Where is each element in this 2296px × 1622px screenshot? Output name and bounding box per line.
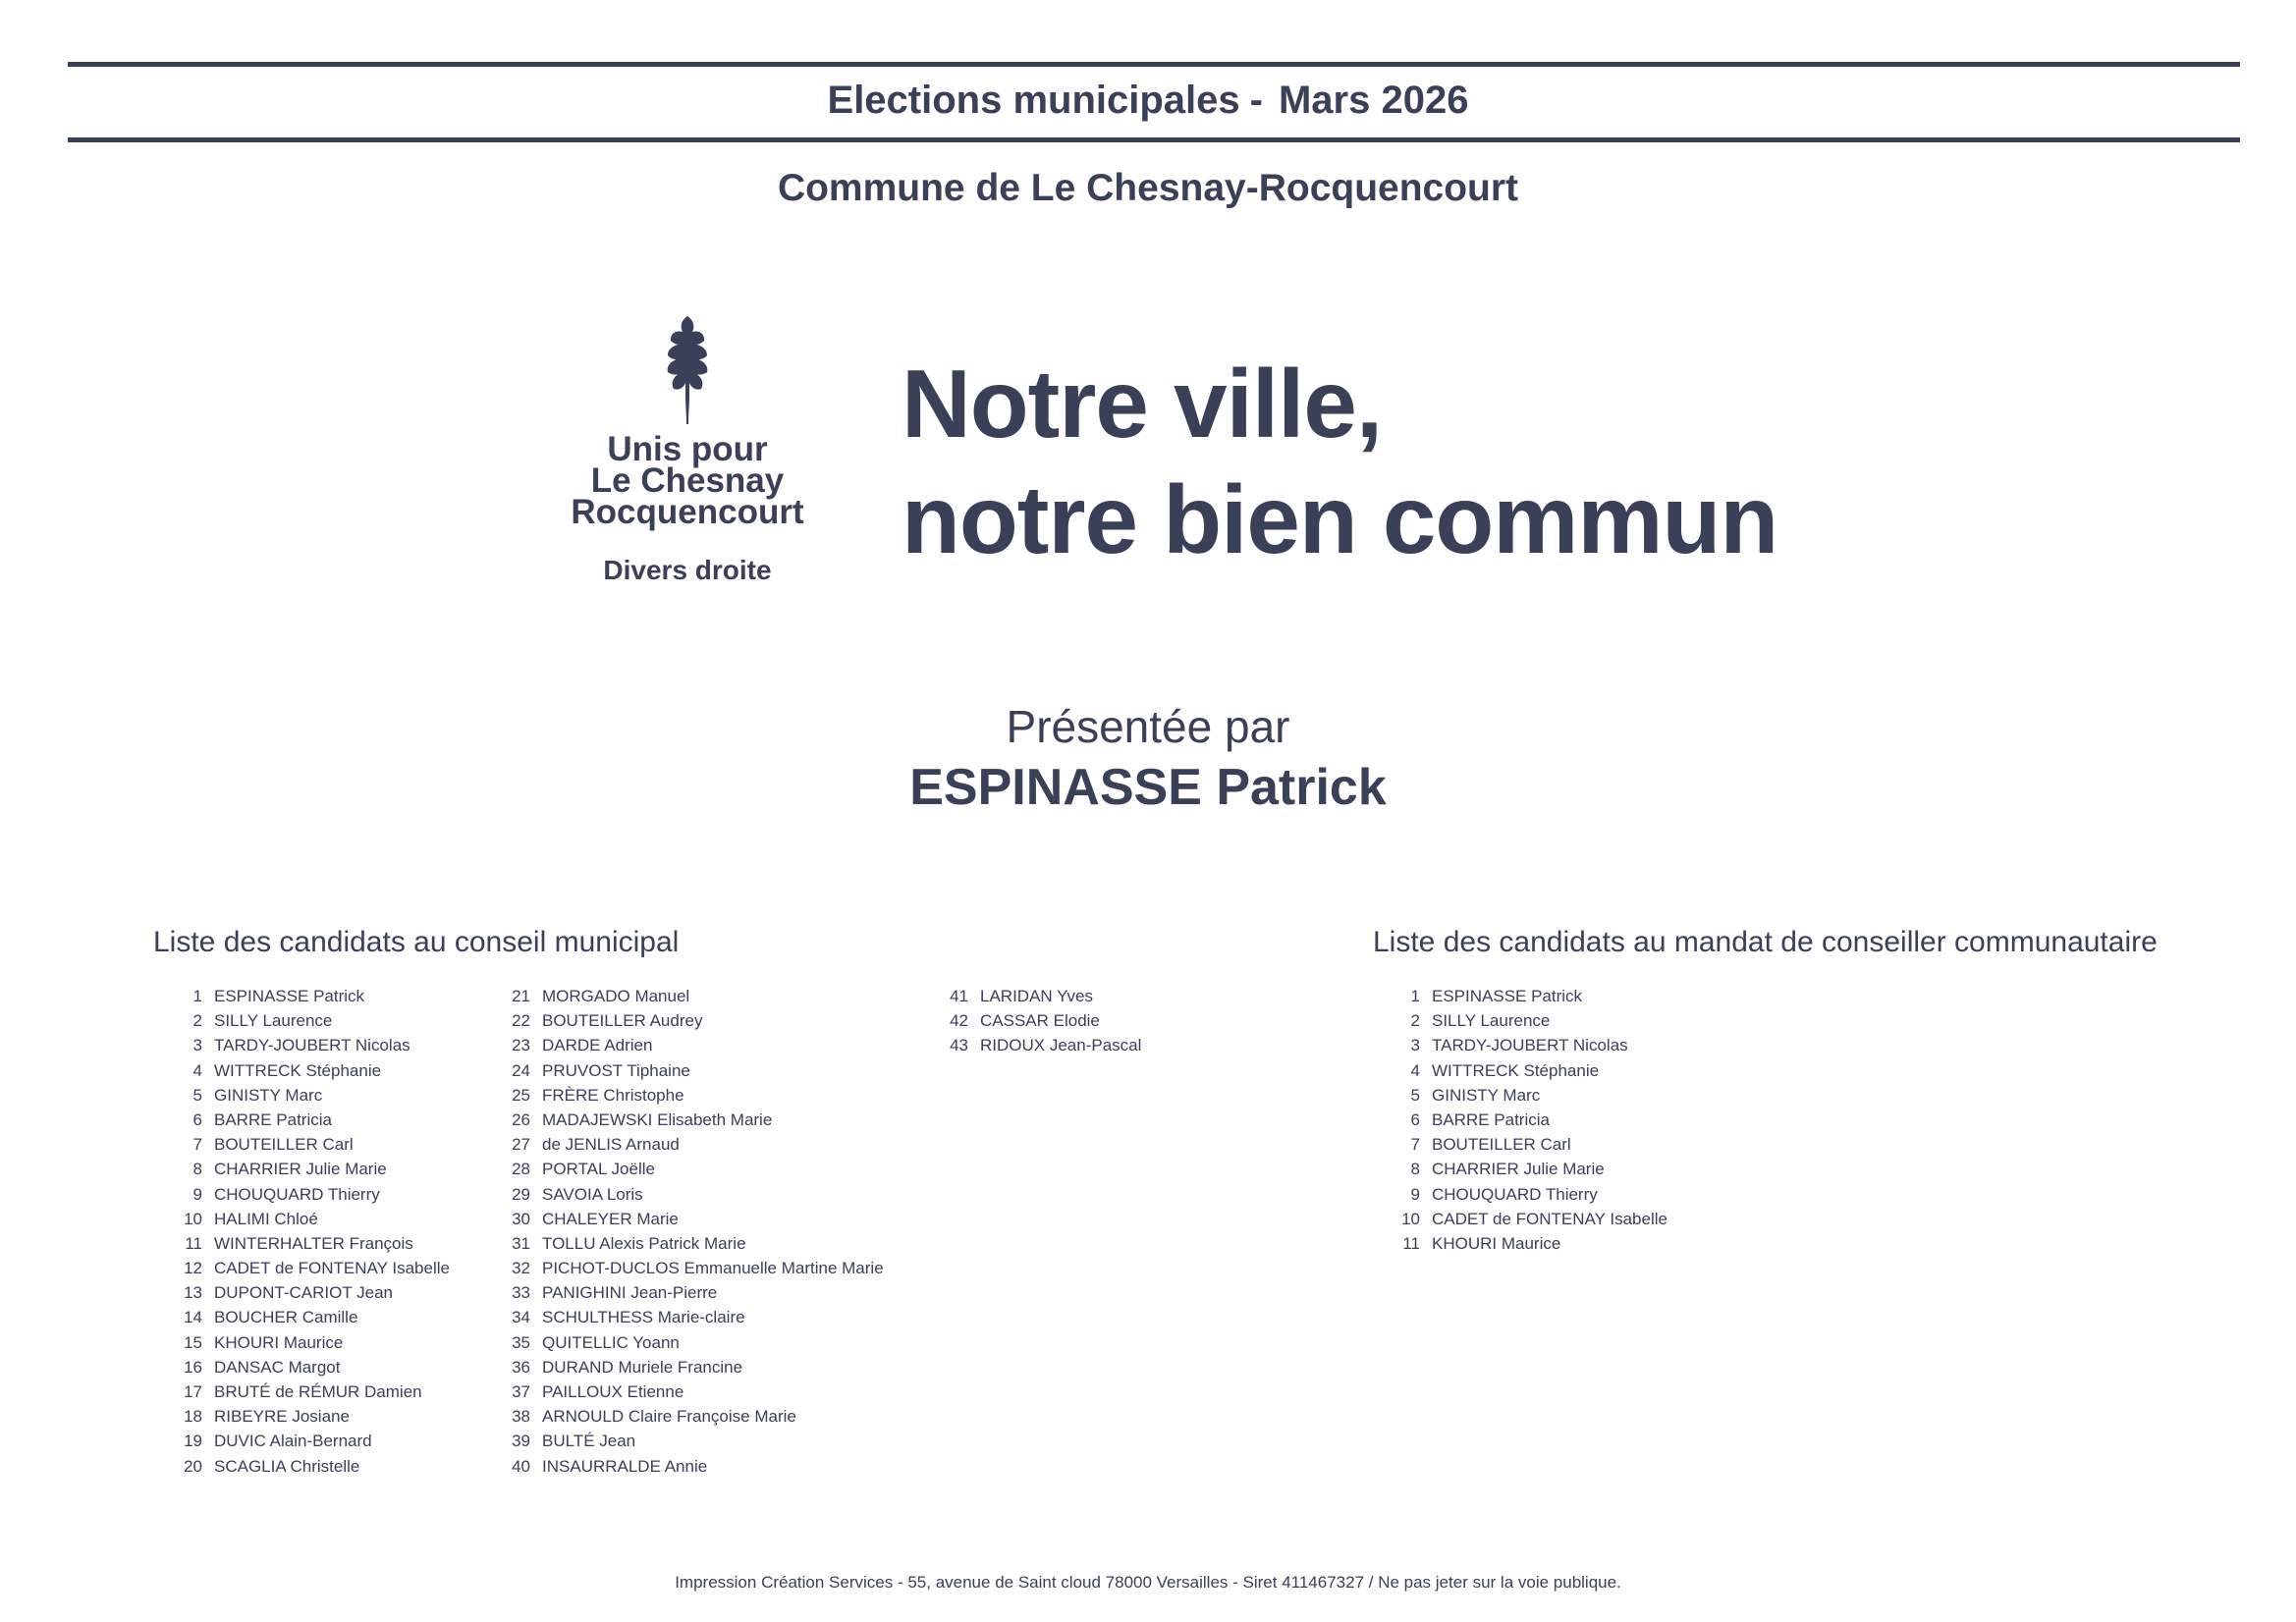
candidate-number: 30 — [512, 1209, 530, 1228]
slogan-line: notre bien commun — [902, 465, 1778, 573]
candidate-number: 16 — [184, 1357, 202, 1377]
candidate-name: BOUTEILLER Audrey — [542, 1011, 703, 1031]
candidate-row — [479, 1280, 884, 1305]
candidate-number: 1 — [1410, 987, 1420, 1005]
candidate-row — [151, 1157, 450, 1181]
candidate-row — [479, 1132, 884, 1157]
candidate-number: 12 — [184, 1259, 202, 1278]
candidate-name: BRUTÉ de RÉMUR Damien — [214, 1382, 422, 1401]
candidate-row — [479, 1355, 884, 1379]
candidate-number: 40 — [512, 1456, 530, 1476]
candidate-name: PORTAL Joëlle — [542, 1160, 655, 1179]
candidate-number: 28 — [512, 1160, 530, 1179]
candidate-number: 10 — [1401, 1209, 1420, 1228]
municipal-list-column-3 — [917, 984, 1141, 1058]
election-title-part2: Mars 2026 — [1278, 79, 1469, 122]
candidate-name: PAILLOUX Etienne — [542, 1382, 684, 1401]
candidate-row — [151, 984, 450, 1008]
candidate-number: 17 — [184, 1382, 202, 1401]
candidate-number: 2 — [1410, 1011, 1420, 1031]
candidate-number: 25 — [512, 1085, 530, 1105]
candidate-number: 10 — [184, 1209, 202, 1228]
candidate-number: 20 — [184, 1456, 202, 1476]
candidate-number: 39 — [512, 1432, 530, 1451]
candidate-number: 37 — [512, 1382, 530, 1401]
candidate-name: TARDY-JOUBERT Nicolas — [214, 1036, 410, 1055]
candidate-number: 29 — [512, 1184, 530, 1204]
candidate-name: ESPINASSE Patrick — [214, 987, 365, 1005]
election-title — [0, 75, 2296, 126]
candidate-row — [917, 1008, 1141, 1033]
candidate-row — [151, 1083, 450, 1108]
candidate-name: KHOURI Maurice — [214, 1332, 344, 1352]
candidate-name: MADAJEWSKI Elisabeth Marie — [542, 1109, 773, 1129]
party-name — [550, 430, 825, 531]
commune-name: Commune de Le Chesnay-Rocquencourt — [777, 167, 1519, 209]
candidate-row — [1369, 1083, 1667, 1108]
candidate-name: BARRE Patricia — [214, 1109, 332, 1129]
candidate-row — [151, 1132, 450, 1157]
party-affiliation: Divers droite — [603, 555, 772, 585]
candidate-row — [151, 1404, 450, 1429]
candidate-row — [151, 1256, 450, 1280]
candidate-row — [479, 1330, 884, 1355]
candidate-name: DARDE Adrien — [542, 1036, 653, 1055]
municipal-list-column-1 — [151, 984, 450, 1479]
candidate-number: 9 — [1410, 1184, 1420, 1204]
candidate-number: 38 — [512, 1407, 530, 1427]
candidate-name: GINISTY Marc — [214, 1085, 323, 1105]
candidate-name: SILLY Laurence — [1432, 1011, 1551, 1031]
candidate-number: 41 — [950, 987, 968, 1005]
candidate-row — [1369, 1108, 1667, 1132]
candidate-row — [151, 1207, 450, 1231]
candidate-name: HALIMI Chloé — [214, 1209, 318, 1228]
candidate-number: 27 — [512, 1135, 530, 1155]
candidate-name: CHARRIER Julie Marie — [1432, 1160, 1605, 1179]
candidate-row — [479, 1429, 884, 1453]
candidate-name: KHOURI Maurice — [1432, 1233, 1561, 1253]
candidate-number: 8 — [192, 1160, 202, 1179]
candidate-row — [479, 1157, 884, 1181]
candidate-number: 35 — [512, 1332, 530, 1352]
candidate-name: TOLLU Alexis Patrick Marie — [542, 1233, 746, 1253]
candidate-row — [151, 1355, 450, 1379]
candidate-row — [917, 984, 1141, 1008]
candidate-number: 5 — [192, 1085, 202, 1105]
candidate-row — [1369, 1207, 1667, 1231]
printer-footer: Impression Création Services - 55, avenue de Saint cloud 78000 Versailles - Siret 411467327 / Ne pas jeter sur la voie publique. — [675, 1573, 1621, 1592]
candidate-name: CADET de FONTENAY Isabelle — [214, 1259, 450, 1278]
oak-leaf-icon — [646, 314, 729, 430]
candidate-number: 11 — [185, 1233, 202, 1253]
candidate-row — [479, 1108, 884, 1132]
candidate-name: DURAND Muriele Francine — [542, 1357, 743, 1377]
candidate-row — [151, 1305, 450, 1329]
candidate-number: 24 — [512, 1060, 530, 1080]
candidate-row — [917, 1033, 1141, 1057]
candidate-name: LARIDAN Yves — [980, 987, 1093, 1005]
candidate-number: 34 — [512, 1308, 530, 1327]
candidate-row — [479, 1033, 884, 1057]
candidate-name: SCHULTHESS Marie-claire — [542, 1308, 745, 1327]
candidate-name: QUITELLIC Yoann — [542, 1332, 680, 1352]
candidate-number: 31 — [512, 1233, 530, 1253]
candidate-name: MORGADO Manuel — [542, 987, 690, 1005]
candidate-name: CADET de FONTENAY Isabelle — [1432, 1209, 1667, 1228]
candidate-row — [479, 1207, 884, 1231]
candidate-number: 22 — [512, 1011, 530, 1031]
candidate-row — [151, 1108, 450, 1132]
election-title-separator: - — [1249, 79, 1263, 122]
candidate-number: 8 — [1410, 1160, 1420, 1179]
candidate-name: SILLY Laurence — [214, 1011, 333, 1031]
candidate-number: 3 — [1410, 1036, 1420, 1055]
candidate-row — [479, 1058, 884, 1083]
candidate-number: 7 — [192, 1135, 202, 1155]
community-list-title: Liste des candidats au mandat de conseiller communautaire — [1373, 926, 2158, 958]
candidate-number: 1 — [192, 987, 202, 1005]
candidate-number: 4 — [1410, 1060, 1420, 1080]
party-name-line: Rocquencourt — [571, 493, 804, 531]
candidate-row — [151, 1379, 450, 1404]
candidate-number: 15 — [184, 1332, 202, 1352]
candidate-row — [151, 1231, 450, 1256]
candidate-row — [479, 1256, 884, 1280]
presented-by-name: ESPINASSE Patrick — [909, 759, 1387, 816]
candidate-row — [1369, 1231, 1667, 1256]
candidate-number: 6 — [1410, 1109, 1420, 1129]
candidate-name: WINTERHALTER François — [214, 1233, 413, 1253]
candidate-number: 23 — [512, 1036, 530, 1055]
candidate-number: 43 — [950, 1036, 968, 1055]
candidate-number: 33 — [512, 1283, 530, 1303]
candidate-name: CHOUQUARD Thierry — [214, 1184, 380, 1204]
municipal-list-column-2 — [479, 984, 884, 1479]
candidate-row — [151, 1429, 450, 1453]
candidate-name: FRÈRE Christophe — [542, 1085, 684, 1105]
candidate-number: 18 — [184, 1407, 202, 1427]
candidate-row — [479, 1231, 884, 1256]
candidate-name: ESPINASSE Patrick — [1432, 987, 1583, 1005]
candidate-name: SAVOIA Loris — [542, 1184, 643, 1204]
candidate-name: CHOUQUARD Thierry — [1432, 1184, 1598, 1204]
candidate-row — [151, 1280, 450, 1305]
slogan-line: Notre ville, — [902, 350, 1383, 458]
slogan — [902, 346, 1777, 577]
candidate-row — [151, 1033, 450, 1057]
candidate-name: DUPONT-CARIOT Jean — [214, 1283, 394, 1303]
candidate-name: RIDOUX Jean-Pascal — [980, 1036, 1142, 1055]
candidate-row — [479, 1083, 884, 1108]
candidate-name: DANSAC Margot — [214, 1357, 341, 1377]
candidate-number: 19 — [184, 1432, 202, 1451]
candidate-number: 2 — [192, 1011, 202, 1031]
candidate-row — [151, 1454, 450, 1479]
candidate-row — [1369, 1033, 1667, 1057]
candidate-number: 4 — [192, 1060, 202, 1080]
municipal-list-title: Liste des candidats au conseil municipal — [153, 926, 680, 958]
candidate-row — [151, 1182, 450, 1207]
community-list-column — [1369, 984, 1667, 1256]
candidate-name: CASSAR Elodie — [980, 1011, 1100, 1031]
election-title-part1: Elections municipales — [827, 79, 1240, 122]
candidate-number: 26 — [512, 1109, 530, 1129]
candidate-name: de JENLIS Arnaud — [542, 1135, 680, 1155]
candidate-row — [1369, 1058, 1667, 1083]
candidate-name: SCAGLIA Christelle — [214, 1456, 360, 1476]
candidate-row — [479, 1008, 884, 1033]
candidate-name: GINISTY Marc — [1432, 1085, 1541, 1105]
candidate-number: 6 — [192, 1109, 202, 1129]
presented-by — [0, 699, 2296, 819]
candidate-number: 11 — [1402, 1233, 1420, 1253]
candidate-number: 9 — [192, 1184, 202, 1204]
candidate-name: ARNOULD Claire Françoise Marie — [542, 1407, 796, 1427]
party-name-line: Unis pour — [607, 430, 768, 468]
candidate-row — [151, 1008, 450, 1033]
candidate-row — [1369, 1008, 1667, 1033]
candidate-row — [1369, 984, 1667, 1008]
candidate-row — [151, 1058, 450, 1083]
candidate-name: CHALEYER Marie — [542, 1209, 679, 1228]
candidate-name: BOUTEILLER Carl — [214, 1135, 354, 1155]
party-name-line: Le Chesnay — [590, 461, 785, 500]
candidate-number: 5 — [1410, 1085, 1420, 1105]
header-bottom-rule — [68, 137, 2240, 142]
candidate-row — [479, 1454, 884, 1479]
candidate-number: 7 — [1410, 1135, 1420, 1155]
candidate-row — [151, 1330, 450, 1355]
candidate-number: 21 — [512, 987, 530, 1005]
candidate-name: DUVIC Alain-Bernard — [214, 1432, 372, 1451]
candidate-number: 14 — [184, 1308, 202, 1327]
candidate-name: BOUCHER Camille — [214, 1308, 358, 1327]
candidate-row — [1369, 1157, 1667, 1181]
candidate-name: CHARRIER Julie Marie — [214, 1160, 387, 1179]
candidate-number: 32 — [512, 1259, 530, 1278]
candidate-row — [1369, 1132, 1667, 1157]
candidate-row — [479, 1379, 884, 1404]
candidate-name: INSAURRALDE Annie — [542, 1456, 708, 1476]
candidate-name: BARRE Patricia — [1432, 1109, 1550, 1129]
candidate-name: PANIGHINI Jean-Pierre — [542, 1283, 718, 1303]
candidate-row — [479, 1305, 884, 1329]
candidate-row — [479, 1404, 884, 1429]
candidate-row — [1369, 1182, 1667, 1207]
candidate-name: WITTRECK Stéphanie — [1432, 1060, 1600, 1080]
candidate-name: PRUVOST Tiphaine — [542, 1060, 690, 1080]
candidate-number: 13 — [184, 1283, 202, 1303]
candidate-name: TARDY-JOUBERT Nicolas — [1432, 1036, 1628, 1055]
presented-by-label: Présentée par — [1006, 701, 1290, 752]
candidate-number: 36 — [512, 1357, 530, 1377]
candidate-name: BOUTEILLER Carl — [1432, 1135, 1571, 1155]
candidate-row — [479, 984, 884, 1008]
header-top-rule — [68, 62, 2240, 67]
candidate-name: BULTÉ Jean — [542, 1432, 636, 1451]
candidate-number: 3 — [192, 1036, 202, 1055]
party-logo — [550, 314, 825, 587]
candidate-name: WITTRECK Stéphanie — [214, 1060, 382, 1080]
candidate-number: 42 — [950, 1011, 968, 1031]
candidate-name: RIBEYRE Josiane — [214, 1407, 350, 1427]
candidate-name: PICHOT-DUCLOS Emmanuelle Martine Marie — [542, 1259, 884, 1278]
candidate-row — [479, 1182, 884, 1207]
